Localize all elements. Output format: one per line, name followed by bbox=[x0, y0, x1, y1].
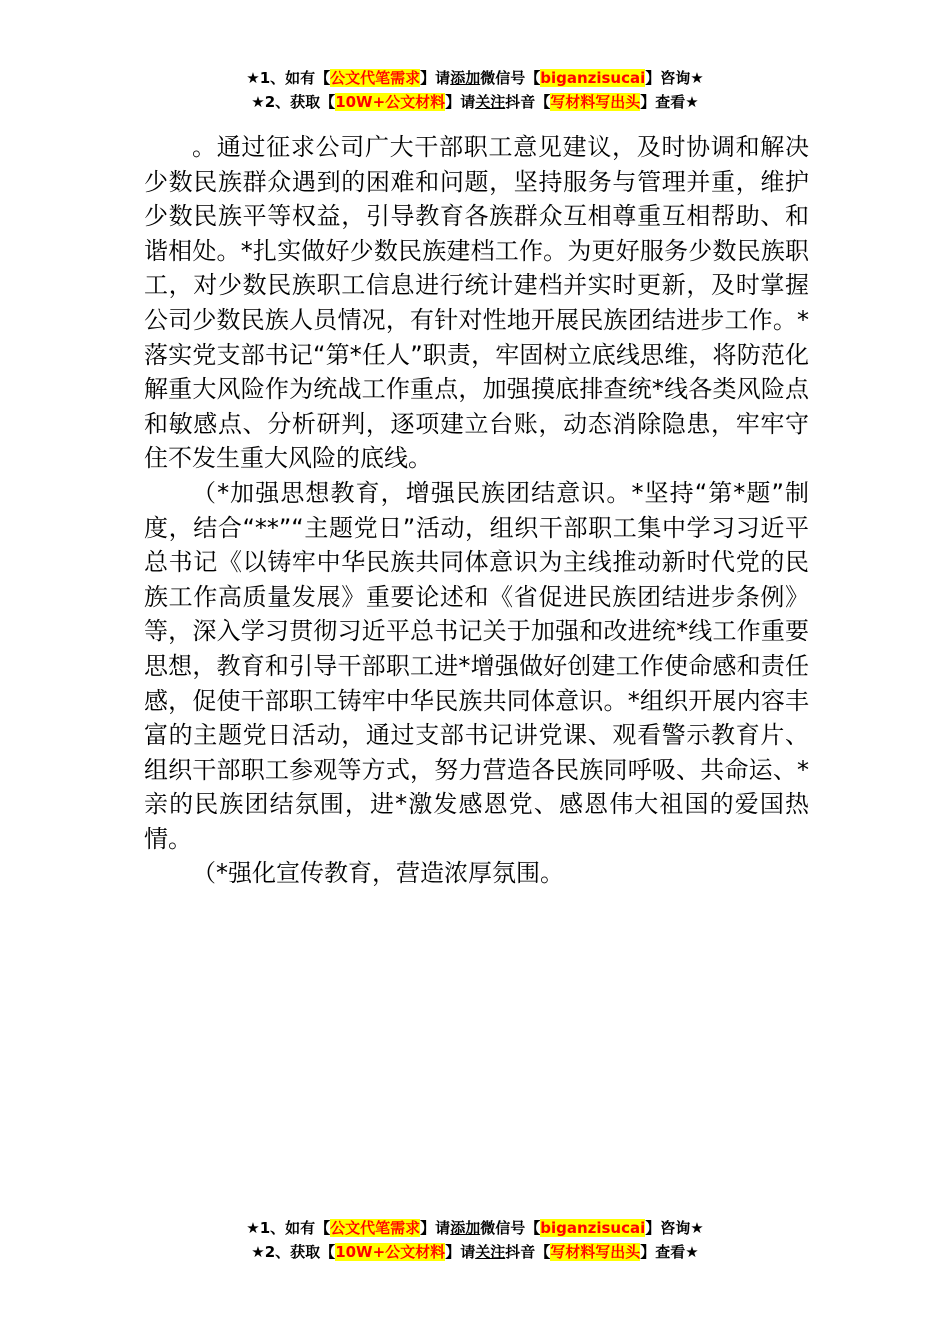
header-line-1 bbox=[0, 66, 950, 90]
header-line-2-text: 】请 bbox=[445, 93, 476, 111]
footer-highlight-service: 公文代笔需求 bbox=[330, 1219, 421, 1237]
footer-highlight-douyin: 写材料写出头 bbox=[550, 1243, 641, 1261]
header-highlight-douyin: 写材料写出头 bbox=[550, 93, 641, 111]
footer-line-2-prefix: ★2、获取【 bbox=[251, 1243, 336, 1261]
footer-line-2-text-2: 抖音【 bbox=[505, 1243, 551, 1261]
footer-line-1-text: 】请 bbox=[420, 1219, 451, 1237]
header-highlight-materials: 10W+公文材料 bbox=[335, 93, 446, 111]
header-highlight-wechat-id: biganzisucai bbox=[540, 69, 646, 87]
header-line-1-prefix: ★1、如有【 bbox=[246, 69, 331, 87]
header-emphasis-add: 添加 bbox=[450, 69, 481, 87]
paragraph-2: （*加强思想教育，增强民族团结意识。*坚持“第*题”制度，结合“**”“主题党日”活动，组织干部职工集中学习习近平总书记《以铸牢中华民族共同体意识为主线推动新时代党的民族工作高质量发展》重要论述和《省促进民族团结进步条例》等，深入学习贯彻习近平总书记关于加强和改进统*线工作重要思想，教育和引导干部职工进*增强做好创建工作使命感和责任感，促使干部职工铸牢中华民族共同体意识。*组织开展内容丰富的主题党日活动，通过支部书记讲党课、观看警示教育片、组织干部职工参观等方式，努力营造各民族同呼吸、共命运、*亲的民族团结氛围，进*激发感恩党、感恩伟大祖国的爱国热情。 bbox=[144, 478, 809, 853]
footer-emphasis-follow: 关注 bbox=[475, 1243, 506, 1261]
paragraph-3: （*强化宣传教育，营造浓厚氛围。 bbox=[192, 859, 564, 888]
footer-line-1-prefix: ★1、如有【 bbox=[246, 1219, 331, 1237]
footer-emphasis-add: 添加 bbox=[450, 1219, 481, 1237]
header-emphasis-follow: 关注 bbox=[475, 93, 506, 111]
footer-line-1 bbox=[0, 1216, 950, 1240]
header-line-1-text: 】请 bbox=[420, 69, 451, 87]
header-banner bbox=[0, 66, 950, 114]
footer-banner bbox=[0, 1216, 950, 1264]
footer-highlight-wechat-id: biganzisucai bbox=[540, 1219, 646, 1237]
footer-highlight-materials: 10W+公文材料 bbox=[335, 1243, 446, 1261]
document-body bbox=[144, 130, 809, 891]
header-highlight-service: 公文代笔需求 bbox=[330, 69, 421, 87]
footer-line-1-suffix: 】咨询★ bbox=[645, 1219, 704, 1237]
header-line-2-prefix: ★2、获取【 bbox=[251, 93, 336, 111]
header-line-1-text-2: 微信号【 bbox=[480, 69, 541, 87]
header-line-2-text-2: 抖音【 bbox=[505, 93, 551, 111]
footer-line-2-suffix: 】查看★ bbox=[640, 1243, 699, 1261]
header-line-1-suffix: 】咨询★ bbox=[645, 69, 704, 87]
header-line-2 bbox=[0, 90, 950, 114]
header-line-2-suffix: 】查看★ bbox=[640, 93, 699, 111]
footer-line-2-text: 】请 bbox=[445, 1243, 476, 1261]
paragraph-1: 。通过征求公司广大干部职工意见建议，及时协调和解决少数民族群众遇到的困难和问题，坚持服务与管理并重，维护少数民族平等权益，引导教育各族群众互相尊重互相帮助、和谐相处。*扎实做好少数民族建档工作。为更好服务少数民族职工，对少数民族职工信息进行统计建档并实时更新，及时掌握公司少数民族人员情况，有针对性地开展民族团结进步工作。*落实党支部书记“第*任人”职责，牢固树立底线思维，将防范化解重大风险作为统战工作重点，加强摸底排查统*线各类风险点和敏感点、分析研判，逐项建立台账，动态消除隐患，牢牢守住不发生重大风险的底线。 bbox=[144, 133, 809, 473]
footer-line-1-text-2: 微信号【 bbox=[480, 1219, 541, 1237]
footer-line-2 bbox=[0, 1240, 950, 1264]
